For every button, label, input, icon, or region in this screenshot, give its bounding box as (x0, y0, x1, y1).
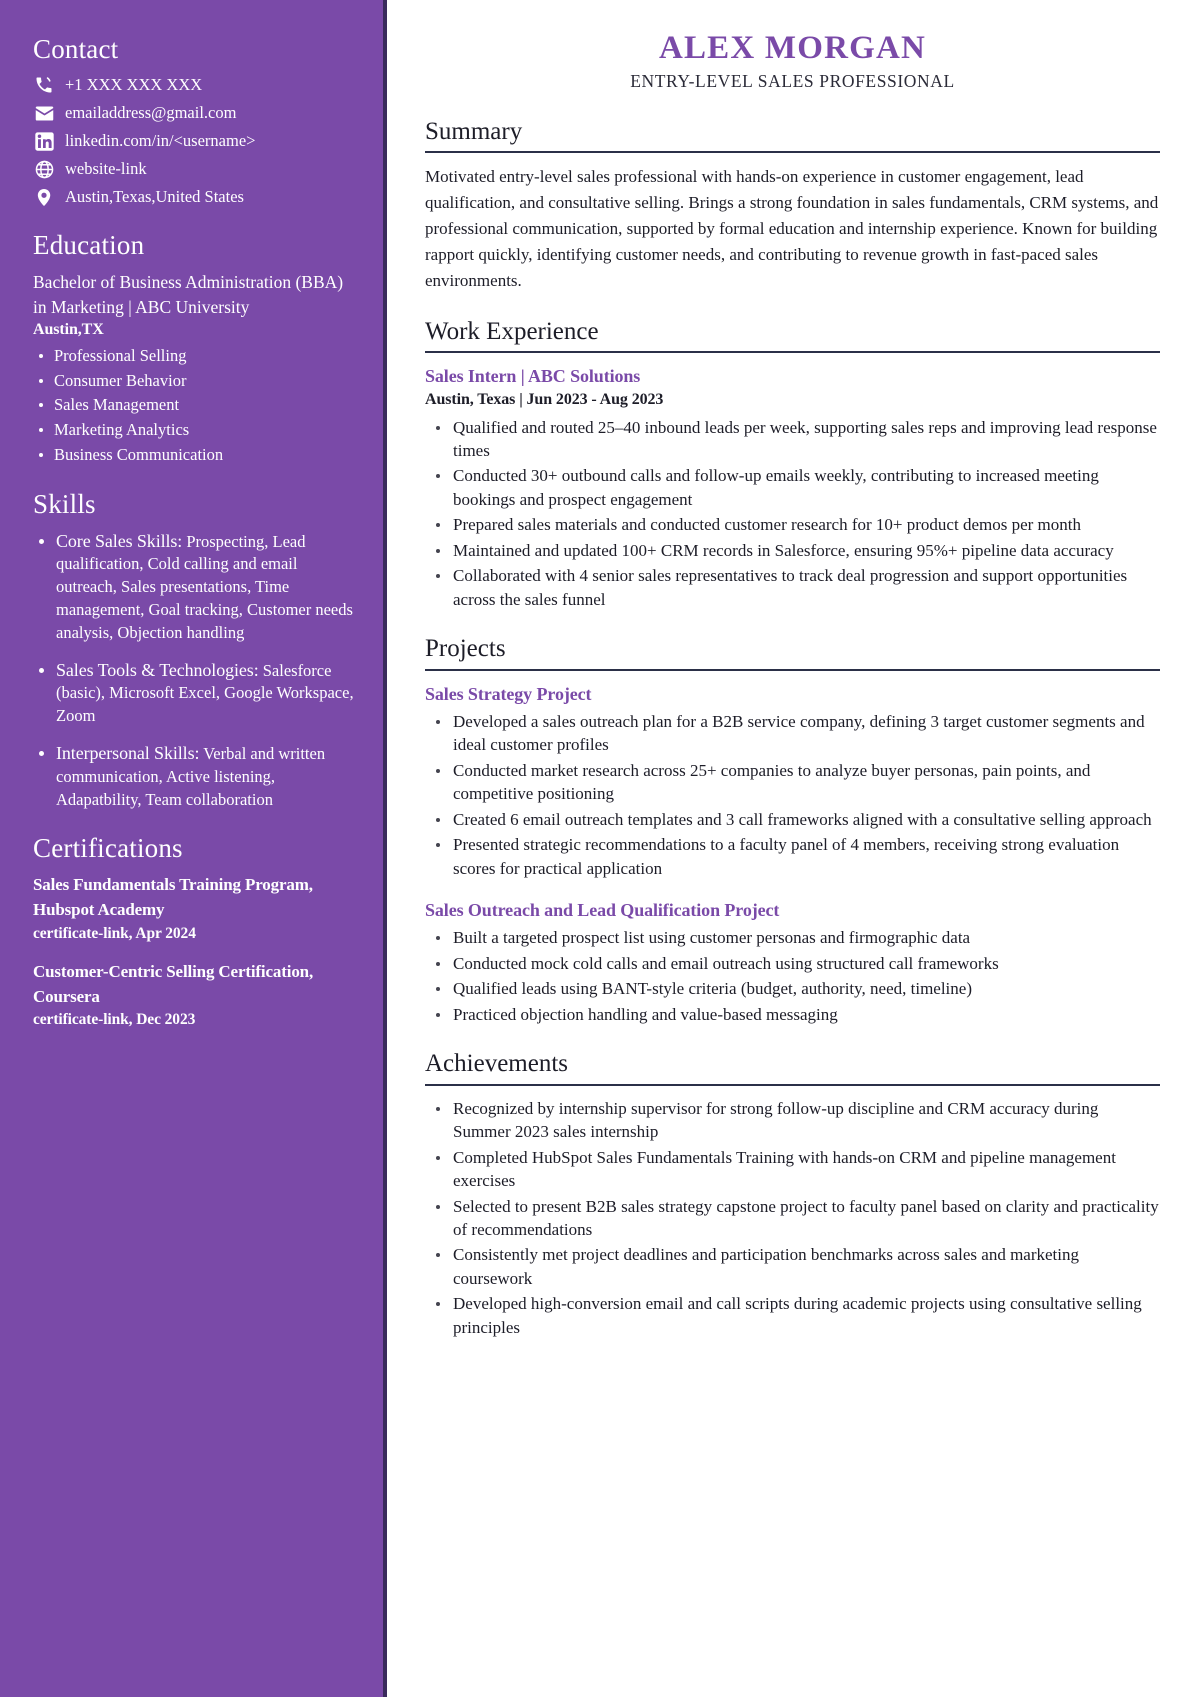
linkedin-icon (33, 130, 55, 152)
main-column (387, 0, 1200, 1697)
project-bullet-list (429, 710, 1160, 880)
contact-item-text: +1 XXX XXX XXX (65, 75, 203, 95)
project-bullet: Presented strategic recommendations to a faculty panel of 4 members, receiving strong evaluation scores for practical application (429, 833, 1160, 880)
project-title: Sales Strategy Project (425, 683, 592, 704)
achievement-bullet: Recognized by internship supervisor for strong follow-up discipline and CRM accuracy during Summer 2023 sales internship (429, 1097, 1160, 1144)
certification-item (33, 960, 355, 1032)
contact-section (33, 34, 355, 208)
skills-list (33, 529, 355, 812)
globe-icon (33, 158, 55, 180)
skill-group-value: Salesforce (basic), Microsoft Excel, Google Workspace, Zoom (56, 660, 354, 726)
resume-header (425, 30, 1160, 92)
project-bullet: Created 6 email outreach templates and 3 call frameworks aligned with a consultative selling approach (429, 808, 1160, 831)
job-title: Sales Intern | ABC Solutions (425, 366, 641, 387)
achievement-bullet: Completed HubSpot Sales Fundamentals Training with hands-on CRM and pipeline management exercises (429, 1146, 1160, 1193)
achievements-section (425, 1050, 1160, 1339)
skill-group-item (33, 529, 355, 645)
project-bullet: Developed a sales outreach plan for a B2B service company, defining 3 target customer segments and ideal customer profiles (429, 710, 1160, 757)
job-bullet: Qualified and routed 25–40 inbound leads per week, supporting sales reps and improving lead response times (429, 416, 1160, 463)
skill-group-label: Sales Tools & Technologies: (56, 659, 259, 680)
project-bullet: Built a targeted prospect list using customer personas and firmographic data (429, 926, 1160, 949)
section-divider (425, 669, 1160, 671)
skill-group-label: Interpersonal Skills: (56, 742, 200, 763)
achievements-heading: Achievements (425, 1050, 569, 1078)
certification-meta[interactable]: certificate-link, Apr 2024 (33, 924, 196, 942)
contact-item[interactable] (33, 102, 355, 124)
education-course-item: Professional Selling (33, 345, 355, 368)
education-course-item: Business Communication (33, 444, 355, 467)
projects-section (425, 635, 1160, 1026)
job-bullet: Collaborated with 4 senior sales representatives to track deal progression and support opportunities across the sales funnel (429, 564, 1160, 611)
skill-group-value: Verbal and written communication, Active listening, Adapatbility, Team collaboration (56, 743, 326, 809)
skill-group-item (33, 658, 355, 728)
project-bullet-list (429, 926, 1160, 1026)
education-course-list (33, 345, 355, 467)
contact-list (33, 74, 355, 208)
education-location: Austin,TX (33, 320, 104, 338)
certifications-heading: Certifications (33, 833, 183, 864)
certification-meta[interactable]: certificate-link, Dec 2023 (33, 1011, 196, 1029)
certifications-section (33, 833, 355, 1032)
achievements-list (429, 1097, 1160, 1340)
section-divider (425, 1084, 1160, 1086)
certification-title: Sales Fundamentals Training Program, Hubspot Academy (33, 875, 313, 919)
location-pin-icon (33, 186, 55, 208)
contact-item[interactable] (33, 158, 355, 180)
email-icon (33, 102, 55, 124)
job-meta: Austin, Texas | Jun 2023 - Aug 2023 (425, 391, 664, 409)
contact-item-text: emailaddress@gmail.com (65, 103, 237, 123)
contact-item-text: linkedin.com/in/<username> (65, 131, 256, 151)
job-bullet-list (429, 416, 1160, 612)
contact-item[interactable] (33, 74, 355, 96)
projects-heading: Projects (425, 635, 506, 663)
certification-title: Customer-Centric Selling Certification, Coursera (33, 962, 314, 1006)
skills-heading: Skills (33, 488, 96, 519)
project-entry (425, 898, 1160, 1026)
summary-section (425, 118, 1160, 294)
skills-section (33, 489, 355, 812)
project-bullet: Conducted market research across 25+ companies to analyze buyer personas, pain points, and competitive positioning (429, 759, 1160, 806)
project-bullet: Conducted mock cold calls and email outreach using structured call frameworks (429, 952, 1160, 975)
skill-group-item (33, 741, 355, 811)
contact-item-text: Austin,Texas,United States (65, 187, 244, 207)
job-entry (425, 364, 1160, 611)
summary-heading: Summary (425, 117, 523, 145)
achievement-bullet: Consistently met project deadlines and participation benchmarks across sales and marketing coursework (429, 1243, 1160, 1290)
work-experience-heading: Work Experience (425, 317, 599, 345)
skill-group-label: Core Sales Skills: (56, 530, 183, 551)
job-bullet: Prepared sales materials and conducted customer research for 10+ product demos per month (429, 513, 1160, 536)
section-divider (425, 351, 1160, 353)
job-bullet: Conducted 30+ outbound calls and follow-up emails weekly, contributing to increased meeting bookings and prospect engagement (429, 464, 1160, 511)
education-course-item: Consumer Behavior (33, 370, 355, 393)
section-divider (425, 151, 1160, 153)
certification-item (33, 873, 355, 945)
project-title: Sales Outreach and Lead Qualification Project (425, 900, 780, 921)
education-heading: Education (33, 230, 145, 261)
project-bullet: Practiced objection handling and value-based messaging (429, 1003, 1160, 1026)
education-course-item: Sales Management (33, 394, 355, 417)
candidate-name: ALEX MORGAN (658, 30, 927, 66)
summary-text: Motivated entry-level sales professional with hands-on experience in customer engagement, lead qualification, and consultative selling. Brings a strong foundation in sales fundamentals, CRM systems, and professional communication, supported by formal education and internship experience. Known for building rapport quickly, identifying customer needs, and contributing to revenue growth in fast-paced sales environments. (425, 167, 1159, 290)
education-degree: Bachelor of Business Administration (BBA) in Marketing | ABC University (33, 272, 344, 317)
achievement-bullet: Developed high-conversion email and call scripts during academic projects using consultative selling principles (429, 1292, 1160, 1339)
candidate-role: ENTRY-LEVEL SALES PROFESSIONAL (630, 70, 955, 91)
work-experience-section (425, 318, 1160, 612)
achievement-bullet: Selected to present B2B sales strategy capstone project to faculty panel based on clarity and practicality of recommendations (429, 1195, 1160, 1242)
contact-item-text: website-link (65, 159, 147, 179)
contact-item[interactable] (33, 130, 355, 152)
certifications-list (33, 873, 355, 1032)
sidebar (0, 0, 387, 1697)
project-list (425, 682, 1160, 1027)
job-list (425, 364, 1160, 611)
contact-item[interactable] (33, 186, 355, 208)
project-entry (425, 682, 1160, 880)
education-section (33, 230, 355, 467)
project-bullet: Qualified leads using BANT-style criteria (budget, authority, need, timeline) (429, 977, 1160, 1000)
education-course-item: Marketing Analytics (33, 419, 355, 442)
phone-icon (33, 74, 55, 96)
job-bullet: Maintained and updated 100+ CRM records in Salesforce, ensuring 95%+ pipeline data accuracy (429, 539, 1160, 562)
contact-heading: Contact (33, 34, 119, 64)
skill-group-value: Prospecting, Lead qualification, Cold calling and email outreach, Sales presentations, Time management, Goal tracking, Customer needs analysis, Objection handling (56, 531, 353, 642)
